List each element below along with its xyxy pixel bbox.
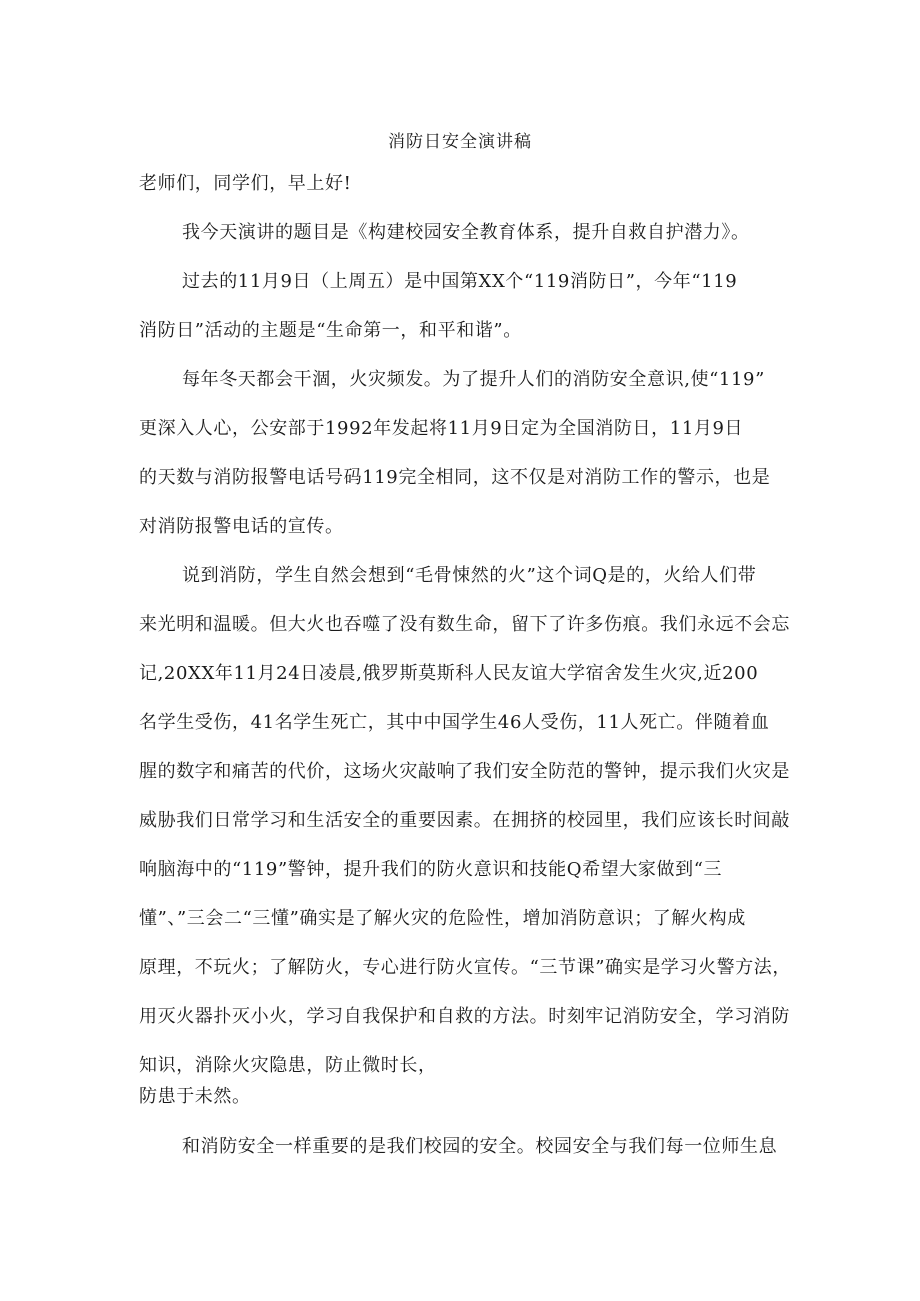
- paragraph-line: 威胁我们日常学习和生活安全的重要因素。在拥挤的校园里，我们应该长时间敲: [139, 810, 790, 831]
- paragraph-line: 用灭火器扑灭小火，学习自我保护和自救的方法。时刻牢记消防安全，学习消防: [139, 1006, 790, 1027]
- paragraph-line: 名学生受伤，41名学生死亡，其中中国学生46人受伤，11人死亡。伴随着血: [139, 712, 770, 733]
- paragraph-line: 更深入人心，公安部于1992年发起将11月9日定为全国消防日，11月9日: [139, 418, 744, 439]
- paragraph-line: 我今天演讲的题目是《构建校园安全教育体系，提升自救自护潜力》。: [182, 222, 750, 243]
- document-title: 消防日安全演讲稿: [388, 132, 532, 152]
- paragraph-line: 过去的11月9日（上周五）是中国第XX个“119消防日”，今年“119: [182, 271, 738, 292]
- paragraph-line: 来光明和温暖。但大火也吞噬了没有数生命，留下了许多伤痕。我们永远不会忘: [139, 614, 790, 635]
- paragraph-line: 知识，消除火灾隐患，防止微时长，: [139, 1055, 437, 1076]
- paragraph-line: 每年冬天都会干涸，火灾频发。为了提升人们的消防安全意识,使“119”: [182, 369, 765, 390]
- paragraph-line: 原理，不玩火；了解防火，专心进行防火宣传。“三节课”确实是学习火警方法，: [139, 957, 792, 978]
- paragraph-line: 对消防报警电话的宣传。: [139, 516, 344, 537]
- paragraph-line: 响脑海中的“119”警钟，提升我们的防火意识和技能Q希望大家做到“三: [139, 859, 723, 880]
- paragraph-line: 消防日”活动的主题是“生命第一，和平和谐”。: [139, 320, 522, 341]
- paragraph-line: 的天数与消防报警电话号码119完全相同，这不仅是对消防工作的警示，也是: [139, 467, 771, 488]
- paragraph-line: 记,20XX年11月24日凌晨,俄罗斯莫斯科人民友谊大学宿舍发生火灾,近200: [139, 663, 759, 684]
- paragraph-line: 懂”、”三会二“三懂”确实是了解火灾的危险性，增加消防意识；了解火构成: [139, 908, 746, 929]
- paragraph-line: 和消防安全一样重要的是我们校园的安全。校园安全与我们每一位师生息: [182, 1136, 778, 1157]
- greeting-line: 老师们，同学们，早上好!: [139, 173, 352, 194]
- paragraph-line: 腥的数字和痛苦的代价，这场火灾敲响了我们安全防范的警钟，提示我们火灾是: [139, 761, 790, 782]
- paragraph-line: 说到消防，学生自然会想到“毛骨悚然的火”这个词Q是的，火给人们带: [182, 565, 757, 586]
- paragraph-line: 防患于未然。: [139, 1086, 251, 1107]
